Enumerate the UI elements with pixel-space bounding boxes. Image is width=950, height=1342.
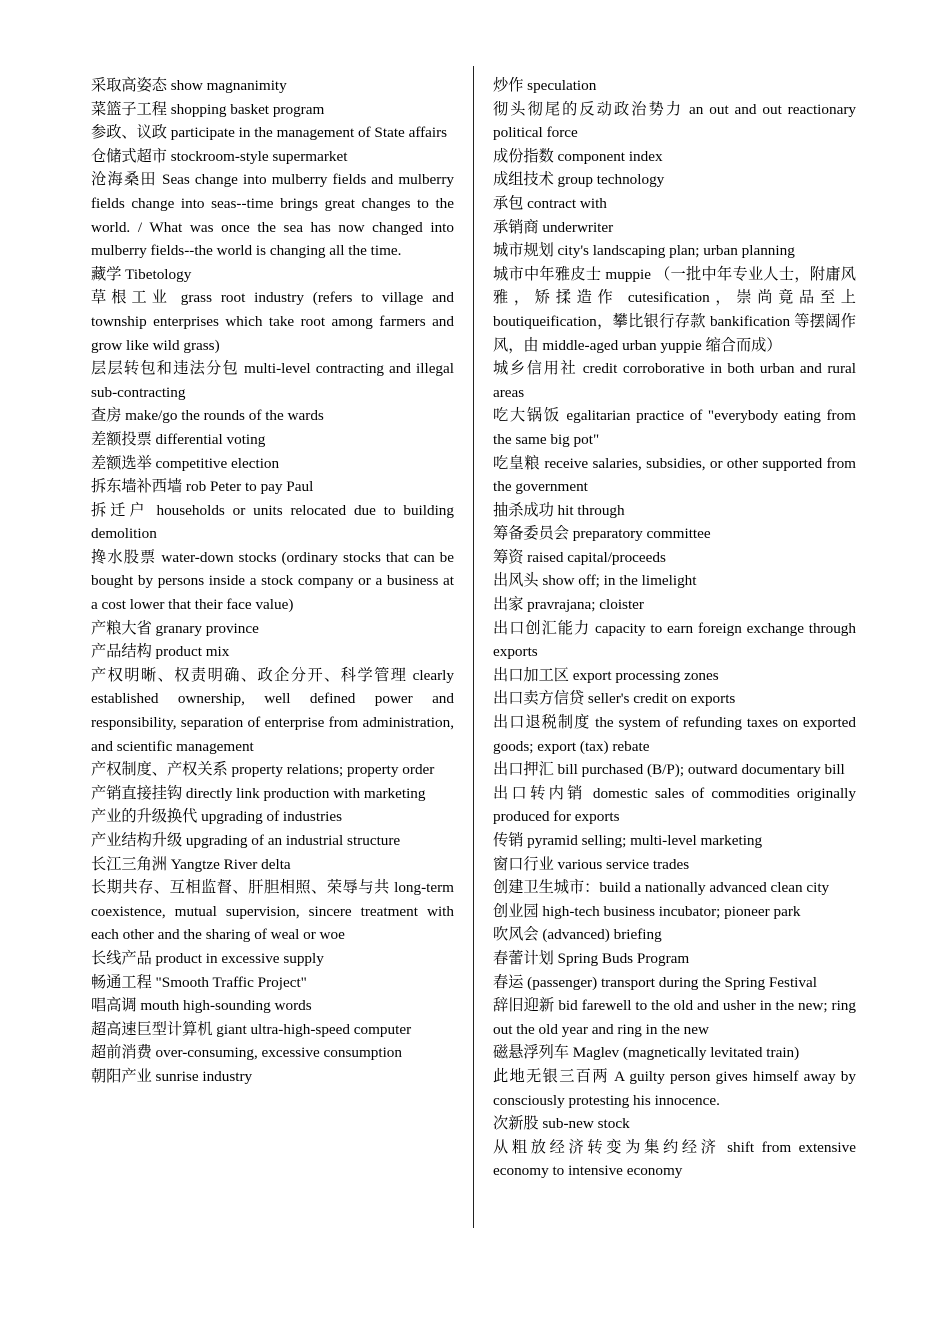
glossary-entry: 出口加工区 export processing zones [493, 666, 719, 684]
glossary-entry: 创业园 high-tech business incubator; pioneer park [493, 902, 801, 920]
glossary-entry: 炒作 speculation [493, 77, 597, 94]
glossary-entry: 城市规划 city's landscaping plan; urban planning [493, 242, 795, 260]
glossary-entry: 产品结构 product mix [91, 643, 230, 661]
glossary-entry: 草根工业 grass root industry (refers to village and township enterprises which take root among farmers and grow like wild grass) [91, 289, 454, 354]
glossary-entry: 层层转包和违法分包 multi-level contracting and illegal sub-contracting [91, 360, 454, 401]
glossary-entry: 畅通工程 "Smooth Traffic Project" [91, 973, 307, 991]
glossary-entry: 产粮大省 granary province [91, 619, 259, 637]
glossary-entry: 城市中年雅皮士 muppie （一批中年专业人士，附庸风雅，矫揉造作 cutesification，崇尚竟品至上 boutiqueification，攀比银行存款 bankification 等摆阔作风，由 middle-aged urban yuppie 缩合而成） [493, 265, 856, 354]
glossary-entry: 产业结构升级 upgrading of an industrial structure [91, 832, 401, 849]
glossary-entry: 差额选举 competitive election [91, 454, 280, 472]
glossary-entry: 产销直接挂钩 directly link production with marketing [91, 784, 426, 802]
glossary-entry: 承销商 underwriter [493, 218, 614, 236]
glossary-entry: 承包 contract with [493, 194, 607, 212]
glossary-entry: 出口退税制度 the system of refunding taxes on exported goods; export (tax) rebate [493, 714, 856, 755]
glossary-entry: 成份指数 component index [493, 147, 663, 165]
glossary-entry: 筹备委员会 preparatory committee [493, 525, 711, 543]
glossary-entry: 春蕾计划 Spring Buds Program [493, 949, 690, 967]
glossary-entry: 彻头彻尾的反动政治势力 an out and out reactionary political force [493, 100, 856, 142]
glossary-entry: 藏学 Tibetology [91, 265, 192, 283]
glossary-entry: 创建卫生城市：build a nationally advanced clean city [493, 879, 830, 897]
glossary-entry: 长江三角洲 Yangtze River delta [91, 855, 291, 873]
glossary-entry: 拆迁户 households or units relocated due to building demolition [91, 501, 454, 543]
glossary-entry: 搀水股票 water-down stocks (ordinary stocks that can be bought by persons inside a stock company or a business at a cost lower that their face value) [91, 548, 454, 614]
glossary-entry: 仓储式超市 stockroom-style supermarket [91, 147, 348, 165]
glossary-entry: 菜篮子工程 shopping basket program [91, 100, 325, 118]
glossary-entry: 出口创汇能力 capacity to earn foreign exchange through exports [493, 619, 856, 661]
glossary-entry: 传销 pyramid selling; multi-level marketing [493, 832, 763, 849]
glossary-entry: 此地无银三百两 A guilty person gives himself away by consciously protesting his innocence. [493, 1067, 856, 1109]
glossary-entry: 吃皇粮 receive salaries, subsidies, or other supported from the government [493, 454, 856, 496]
glossary-entry: 吹风会 (advanced) briefing [493, 926, 662, 944]
glossary-entry: 出口转内销 domestic sales of commodities originally produced for exports [493, 784, 856, 826]
glossary-entry: 朝阳产业 sunrise industry [91, 1067, 253, 1085]
glossary-entry: 产权明晰、权责明确、政企分开、科学管理 clearly established ownership, well defined power and responsibility, separation of enterprise from administration, and scientific management [91, 666, 454, 755]
glossary-entry: 沧海桑田 Seas change into mulberry fields and mulberry fields change into seas--time brings great changes to the world. / What was once the sea has now changed into mulberry fields--the world is changing all the time. [91, 171, 454, 260]
glossary-entry: 出风头 show off; in the limelight [493, 572, 697, 590]
glossary-entry: 拆东墙补西墙 rob Peter to pay Paul [91, 478, 314, 496]
glossary-entry: 出口卖方信贷 seller's credit on exports [493, 690, 736, 708]
glossary-entry: 磁悬浮列车 Maglev (magnetically levitated train) [493, 1044, 800, 1062]
glossary-entry: 抽杀成功 hit through [493, 501, 625, 519]
glossary-entry: 参政、议政 participate in the management of State affairs [91, 124, 448, 142]
glossary-entry: 采取高姿态 show magnanimity [91, 77, 287, 94]
glossary-entry: 长期共存、互相监督、肝胆相照、荣辱与共 long-term coexistence, mutual supervision, sincere treatment with each other and the sharing of weal or woe [91, 879, 454, 944]
glossary-entry: 查房 make/go the rounds of the wards [91, 407, 324, 425]
glossary-entry: 产业的升级换代 upgrading of industries [91, 808, 342, 826]
glossary-entry: 出口押汇 bill purchased (B/P); outward documentary bill [493, 761, 845, 779]
glossary-entry: 从粗放经济转变为集约经济 shift from extensive economy to intensive economy [493, 1138, 856, 1180]
glossary-entry: 出家 pravrajana; cloister [493, 596, 644, 614]
glossary-entry: 产权制度、产权关系 property relations; property order [91, 761, 435, 779]
glossary-entry: 辞旧迎新 bid farewell to the old and usher in the new; ring out the old year and ring in the new [493, 997, 856, 1038]
left-column [91, 74, 454, 1089]
glossary-entry: 唱高调 mouth high-sounding words [91, 997, 312, 1015]
glossary-entry: 超前消费 over-consuming, excessive consumption [91, 1044, 402, 1062]
glossary-entry: 窗口行业 various service trades [493, 855, 690, 873]
glossary-entry: 城乡信用社 credit corroborative in both urban and rural areas [493, 360, 856, 401]
glossary-entry: 差额投票 differential voting [91, 430, 266, 448]
right-column [493, 74, 856, 1183]
glossary-entry: 筹资 raised capital/proceeds [493, 548, 666, 566]
column-divider [473, 66, 474, 1228]
glossary-entry: 吃大锅饭 egalitarian practice of "everybody eating from the same big pot" [493, 407, 856, 448]
glossary-entry: 超高速巨型计算机 giant ultra-high-speed computer [91, 1020, 412, 1038]
glossary-entry: 春运 (passenger) transport during the Spring Festival [493, 973, 817, 991]
glossary-entry: 长线产品 product in excessive supply [91, 949, 324, 967]
glossary-entry: 次新股 sub-new stock [493, 1115, 630, 1133]
glossary-entry: 成组技术 group technology [493, 171, 665, 189]
